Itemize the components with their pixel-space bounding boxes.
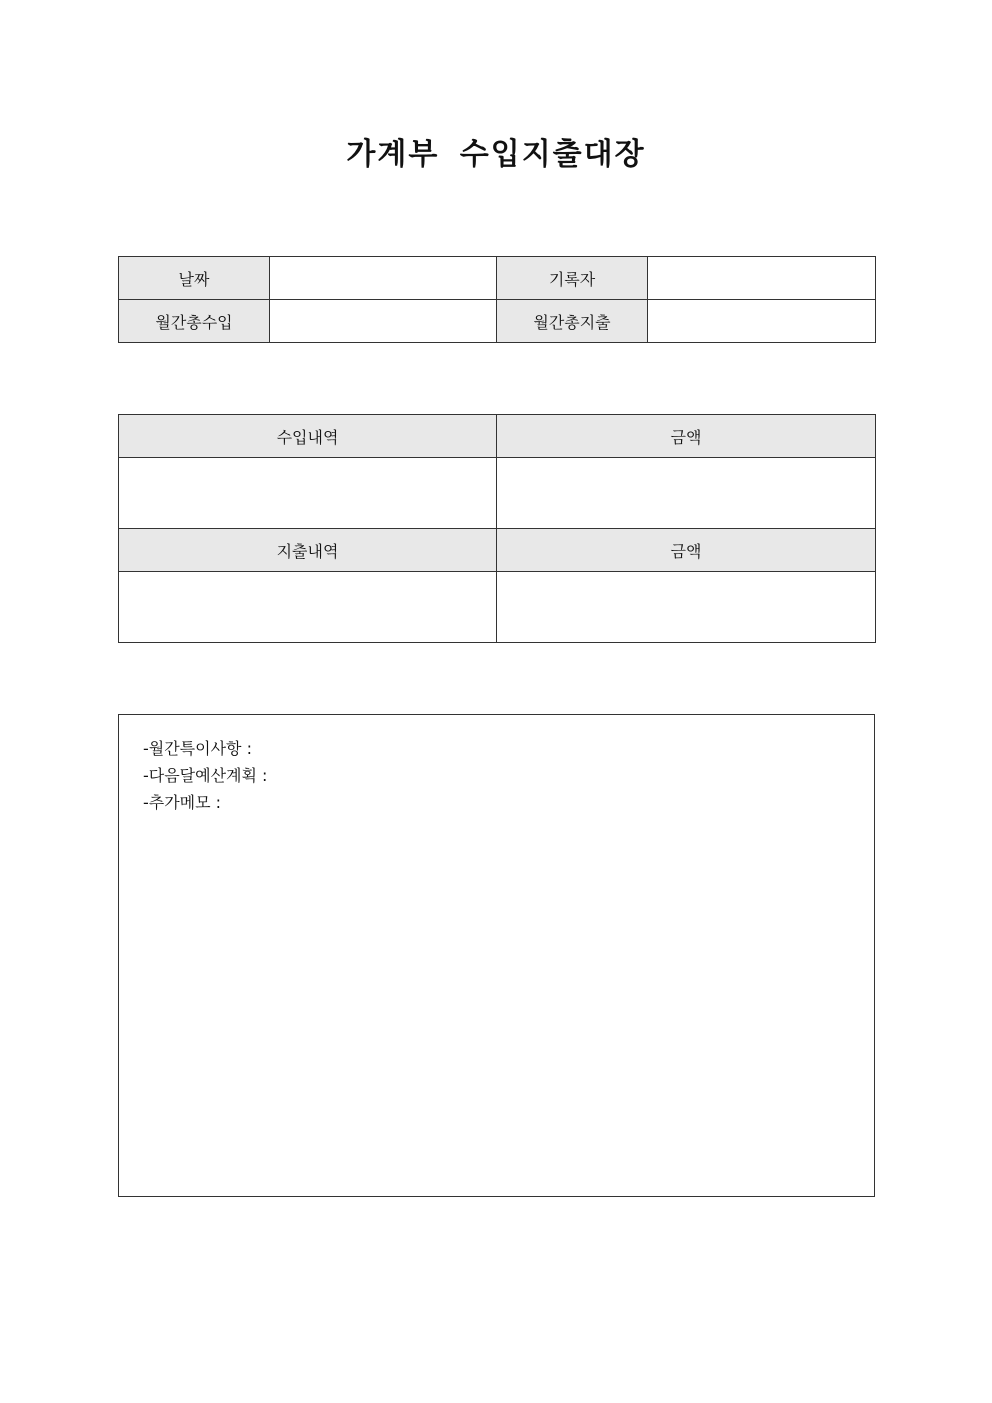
memo-line-monthly-notes: -월간특이사항 : <box>143 739 252 758</box>
ledger-table <box>118 414 876 643</box>
page-title: 가계부 수입지출대장 <box>346 137 646 172</box>
recorder-value-cell[interactable] <box>648 257 876 300</box>
memo-lines <box>143 735 267 816</box>
income-amount-header: 금액 <box>497 415 876 458</box>
date-label: 날짜 <box>119 257 270 300</box>
income-detail-cell[interactable] <box>119 458 497 529</box>
expense-entry-row <box>119 572 876 643</box>
monthly-income-value-cell[interactable] <box>270 300 497 343</box>
monthly-expense-label: 월간총지출 <box>497 300 648 343</box>
income-entry-row <box>119 458 876 529</box>
memo-line-additional-memo: -추가메모 : <box>143 793 222 812</box>
monthly-income-label: 월간총수입 <box>119 300 270 343</box>
summary-info-table <box>118 256 876 343</box>
expense-header-row <box>119 529 876 572</box>
expense-amount-cell[interactable] <box>497 572 876 643</box>
memo-line-next-month-budget: -다음달예산계획 : <box>143 766 268 785</box>
expense-header: 지출내역 <box>119 529 497 572</box>
info-row-date <box>119 257 876 300</box>
income-header: 수입내역 <box>119 415 497 458</box>
monthly-expense-value-cell[interactable] <box>648 300 876 343</box>
memo-box[interactable] <box>118 714 875 1197</box>
income-header-row <box>119 415 876 458</box>
date-value-cell[interactable] <box>270 257 497 300</box>
expense-amount-header: 금액 <box>497 529 876 572</box>
expense-detail-cell[interactable] <box>119 572 497 643</box>
recorder-label: 기록자 <box>497 257 648 300</box>
info-row-totals <box>119 300 876 343</box>
income-amount-cell[interactable] <box>497 458 876 529</box>
